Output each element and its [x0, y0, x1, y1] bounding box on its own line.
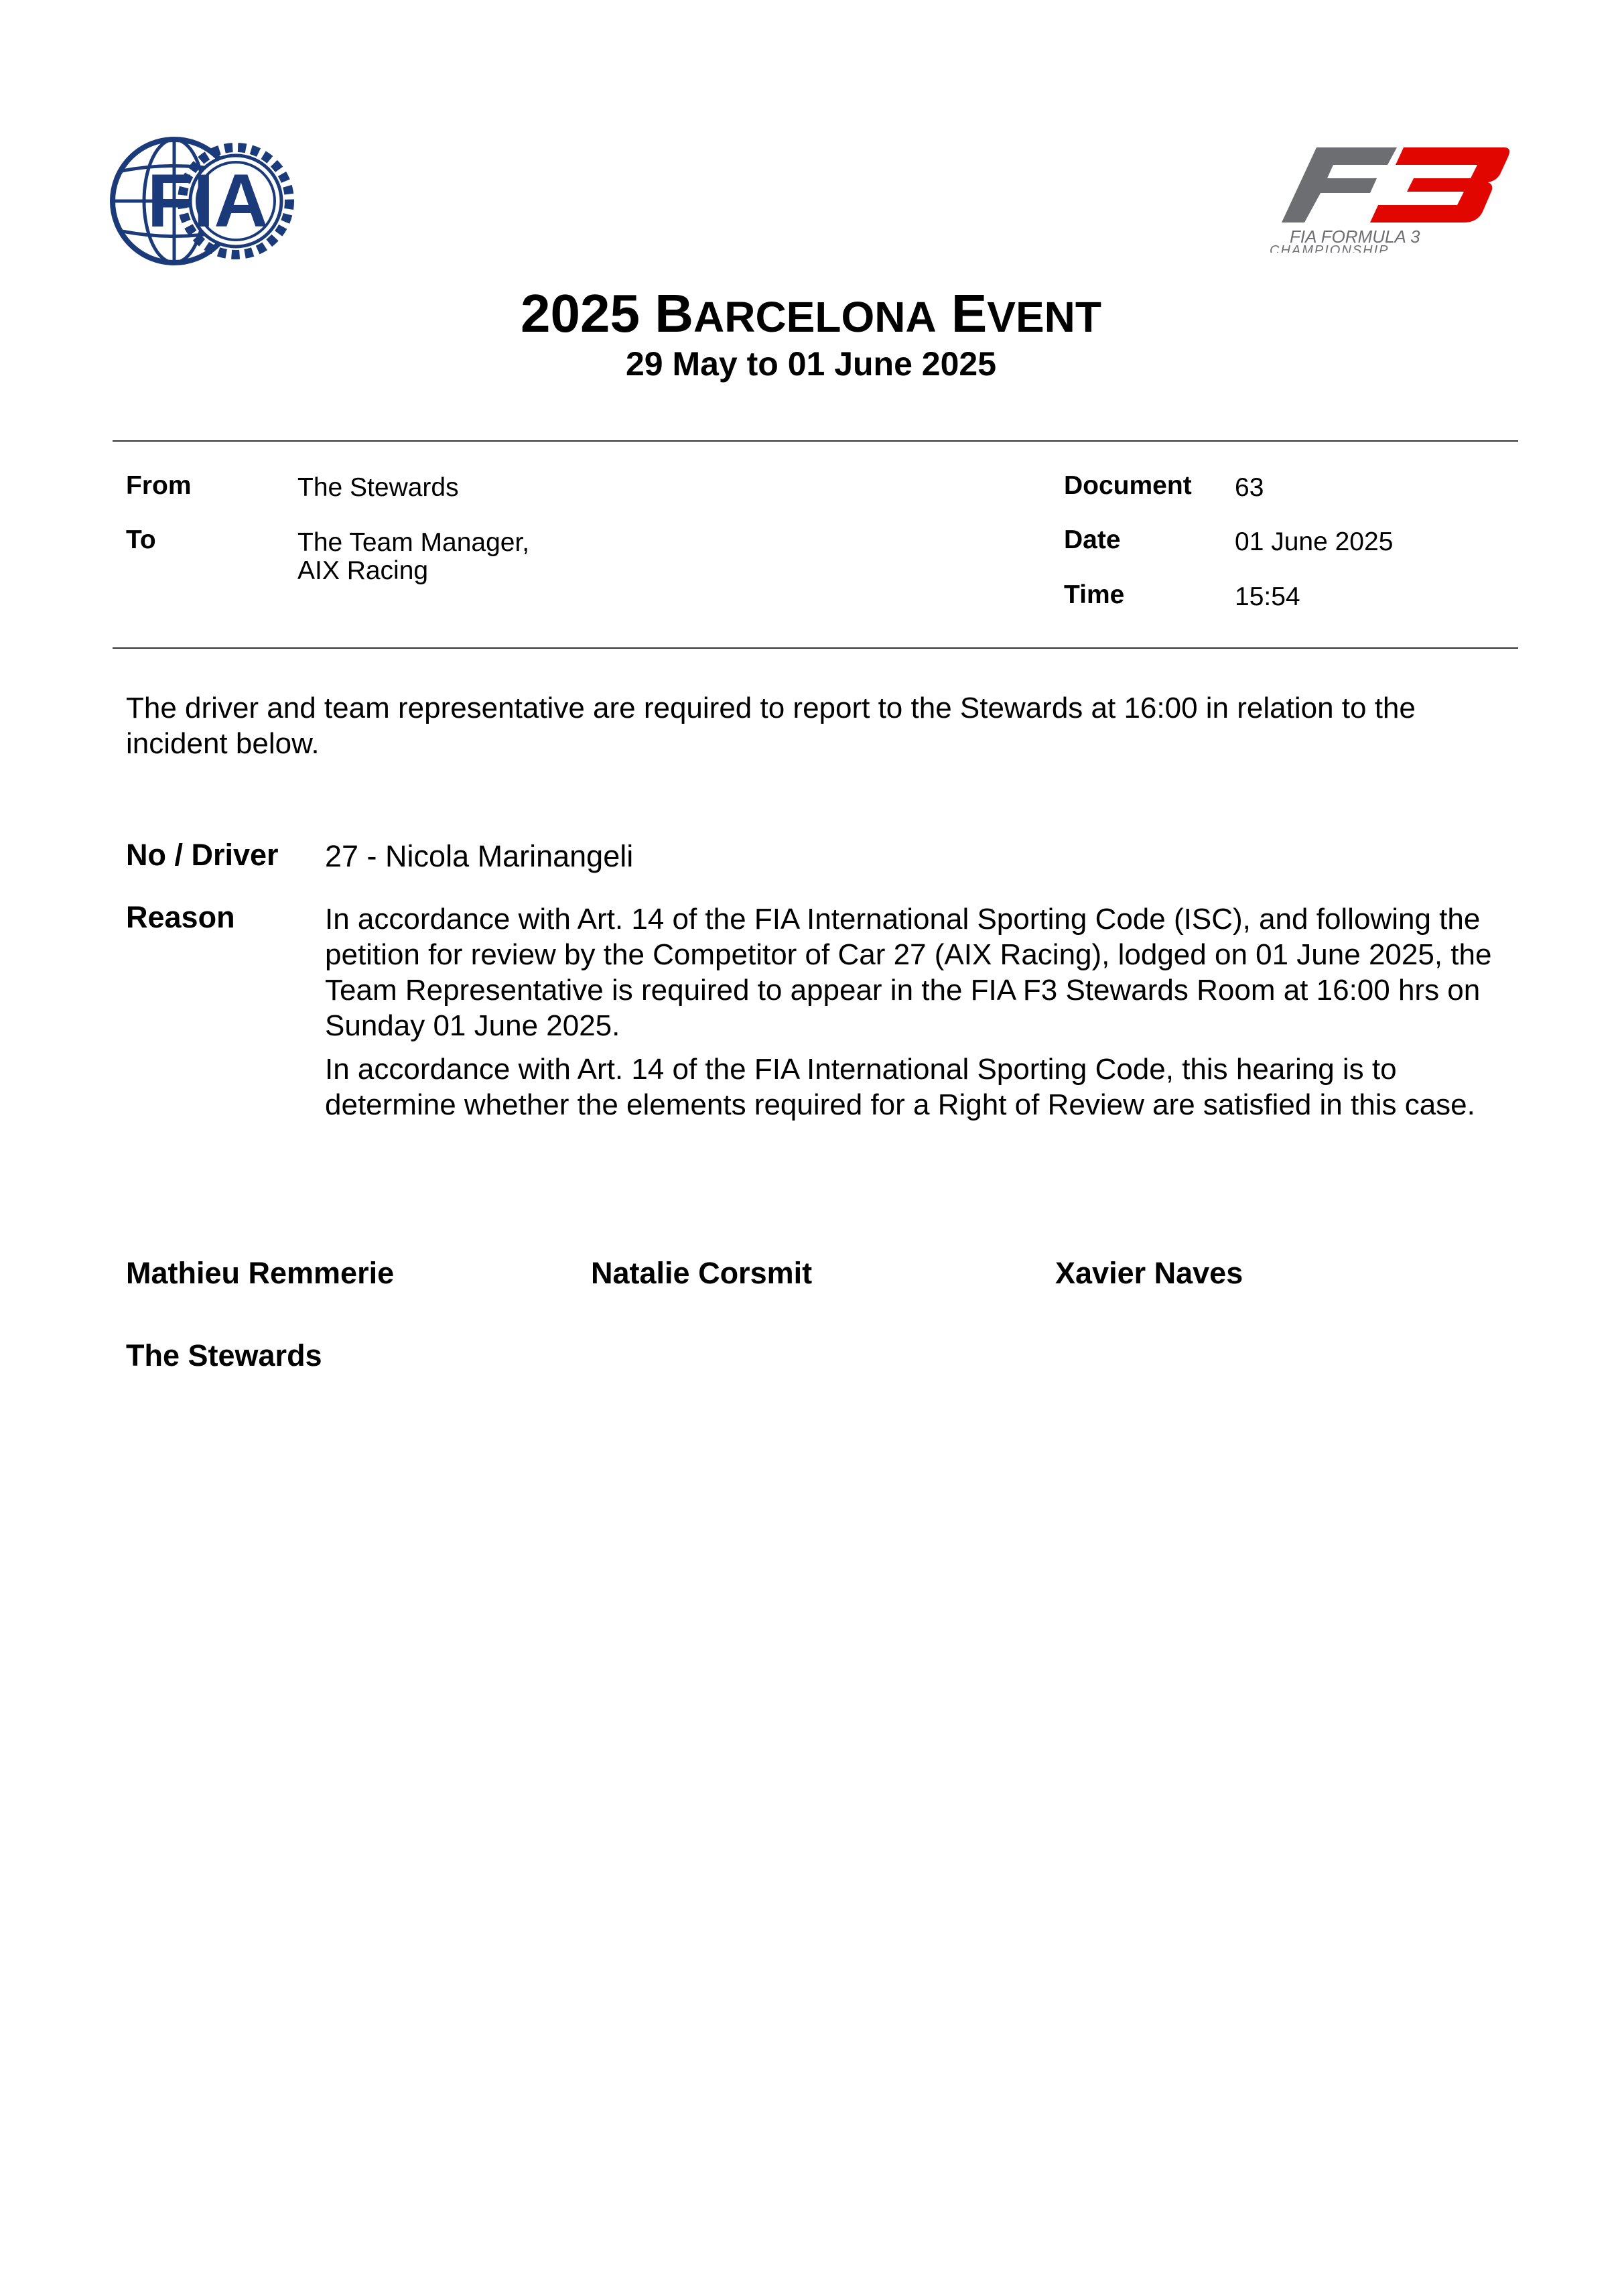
to-value-line2: AIX Racing: [297, 556, 429, 585]
driver-value: 27 - Nicola Marinangeli: [325, 839, 634, 873]
reason-paragraph-2: In accordance with Art. 14 of the FIA International Sporting Code, this hearing is to determine whether the elements required for a Right of Review are satisfied in this case.: [325, 1053, 1475, 1121]
to-value-line1: The Team Manager,: [297, 528, 530, 557]
reason-label: Reason: [126, 900, 235, 934]
divider-top: [113, 440, 1518, 442]
intro-paragraph: The driver and team representative are required to report to the Stewards at 16:00 in relation to the incident below.: [126, 692, 1416, 760]
from-value: The Stewards: [297, 473, 459, 502]
to-label: To: [126, 525, 156, 554]
steward-name-3: Xavier Naves: [1055, 1256, 1243, 1290]
driver-label: No / Driver: [126, 838, 279, 872]
reason-paragraph-1: In accordance with Art. 14 of the FIA International Sporting Code (ISC), and following the petition for review by the Competitor of Car 27 (AIX Racing), lodged on 01 June 2025, the Team Representative is required to appear in the FIA F3 Stewards Room at 16:00 hrs on Sunday 01 June 2025.: [325, 903, 1492, 1042]
date-value: 01 June 2025: [1235, 527, 1394, 556]
time-label: Time: [1064, 580, 1125, 609]
svg-text:FIA: FIA: [147, 159, 269, 243]
divider-bottom: [113, 647, 1518, 649]
document-number: 63: [1235, 473, 1264, 502]
to-value: [297, 529, 529, 585]
signature-footer: The Stewards: [126, 1338, 322, 1373]
steward-name-1: Mathieu Remmerie: [126, 1256, 395, 1290]
date-label: Date: [1064, 525, 1121, 554]
svg-text:CHAMPIONSHIP: CHAMPIONSHIP: [1270, 243, 1390, 253]
document-label: Document: [1064, 471, 1192, 500]
document-title: 2025 BARCELONA EVENT: [521, 283, 1101, 343]
from-label: From: [126, 471, 192, 500]
fia-logo-icon: [107, 134, 301, 268]
event-dates: 29 May to 01 June 2025: [625, 345, 997, 383]
time-value: 15:54: [1235, 582, 1300, 611]
steward-name-2: Natalie Corsmit: [591, 1256, 813, 1290]
reason-text: [325, 901, 1504, 1131]
svg-text:FIA FORMULA 3: FIA FORMULA 3: [1290, 227, 1420, 247]
f3-logo-icon: [1270, 142, 1514, 253]
